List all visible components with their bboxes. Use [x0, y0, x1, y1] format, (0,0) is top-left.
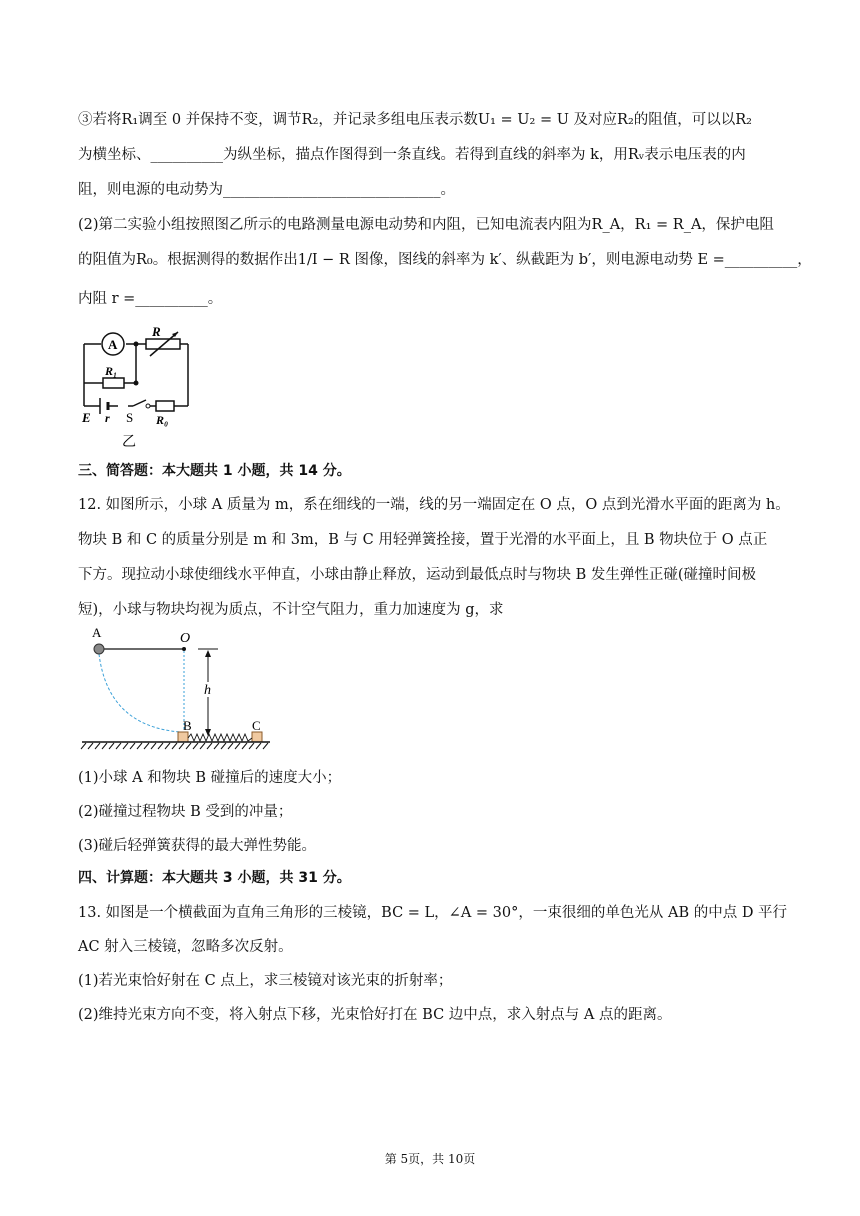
figure-caption: 乙 [122, 435, 136, 450]
q12-line-1: 12. 如图所示，小球 A 质量为 m，系在细线的一端，线的另一端固定在 O 点，O 点到光滑水平面的距离为 h。 [78, 497, 790, 513]
label-a: A [92, 625, 102, 640]
circuit-figure [76, 320, 196, 450]
battery-label: E [82, 410, 91, 425]
q13-line-2: AC 射入三棱镜，忽略多次反射。 [78, 939, 293, 955]
q13-part-1: (1)若光束恰好射在 C 点上，求三棱镜对该光束的折射率； [78, 973, 453, 989]
label-o: O [180, 631, 191, 646]
q12-line-2: 物块 B 和 C 的质量分别是 m 和 3m，B 与 C 用轻弹簧拴接，置于光滑的水平面上，且 B 物块位于 O 点正 [78, 532, 768, 548]
q13-part-2: (2)维持光束方向不变，将入射点下移，光束恰好打在 BC 边中点，求入射点与 A 点的距离。 [78, 1007, 672, 1023]
ammeter-label: A [108, 337, 118, 352]
q11-line-2: 为横坐标、__________为纵坐标，描点作图得到一条直线。若得到直线的斜率为 k，用Rᵥ表示电压表的内 [78, 147, 746, 163]
pendulum-figure [78, 622, 278, 752]
q13-line-1: 13. 如图是一个横截面为直角三角形的三棱镜，BC = L，∠A = 30°，一束很细的单色光从 AB 的中点 D 平行 [78, 905, 788, 921]
q11-line-5: 的阻值为R₀。根据测得的数据作出1/I − R 图像，图线的斜率为 k′、纵截距为 b′，则电源电动势 E =__________， [78, 252, 812, 268]
q12-line-4: 短)，小球与物块均视为质点，不计空气阻力，重力加速度为 g，求 [78, 602, 504, 618]
section-3-heading: 三、简答题：本大题共 1 小题，共 14 分。 [78, 463, 351, 479]
q11-line-6: 内阻 r =__________。 [78, 291, 223, 307]
label-h: h [204, 683, 211, 698]
q11-line-3: 阻，则电源的电动势为______________________________。 [78, 182, 455, 198]
q11-line-4: (2)第二实验小组按照图乙所示的电路测量电源电动势和内阻，已知电流表内阻为R_A，R₁ = R_A，保护电阻 [78, 217, 774, 233]
r0-label: R₀ [156, 413, 169, 427]
q12-part-1: (1)小球 A 和物块 B 碰撞后的速度大小； [78, 770, 342, 786]
internal-resistance-label: r [105, 411, 110, 425]
q11-line-1: ③若将R₁调至 0 并保持不变，调节R₂，并记录多组电压表示数U₁ = U₂ = U 及对应R₂的阻值，可以以R₂ [78, 112, 752, 128]
label-b: B [183, 718, 192, 733]
q12-line-3: 下方。现拉动小球使细线水平伸直，小球由静止释放，运动到最低点时与物块 B 发生弹性正碰(碰撞时间极 [78, 567, 757, 583]
switch-label: S [126, 410, 134, 425]
page-footer: 第 5页，共 10页 [384, 1152, 476, 1166]
section-4-heading: 四、计算题：本大题共 3 小题，共 31 分。 [78, 870, 351, 886]
label-c: C [252, 718, 261, 733]
rheostat-label: R [152, 324, 161, 339]
q12-part-3: (3)碰后轻弹簧获得的最大弹性势能。 [78, 838, 317, 854]
r1-label: R₁ [105, 364, 118, 378]
q12-part-2: (2)碰撞过程物块 B 受到的冲量； [78, 804, 293, 820]
